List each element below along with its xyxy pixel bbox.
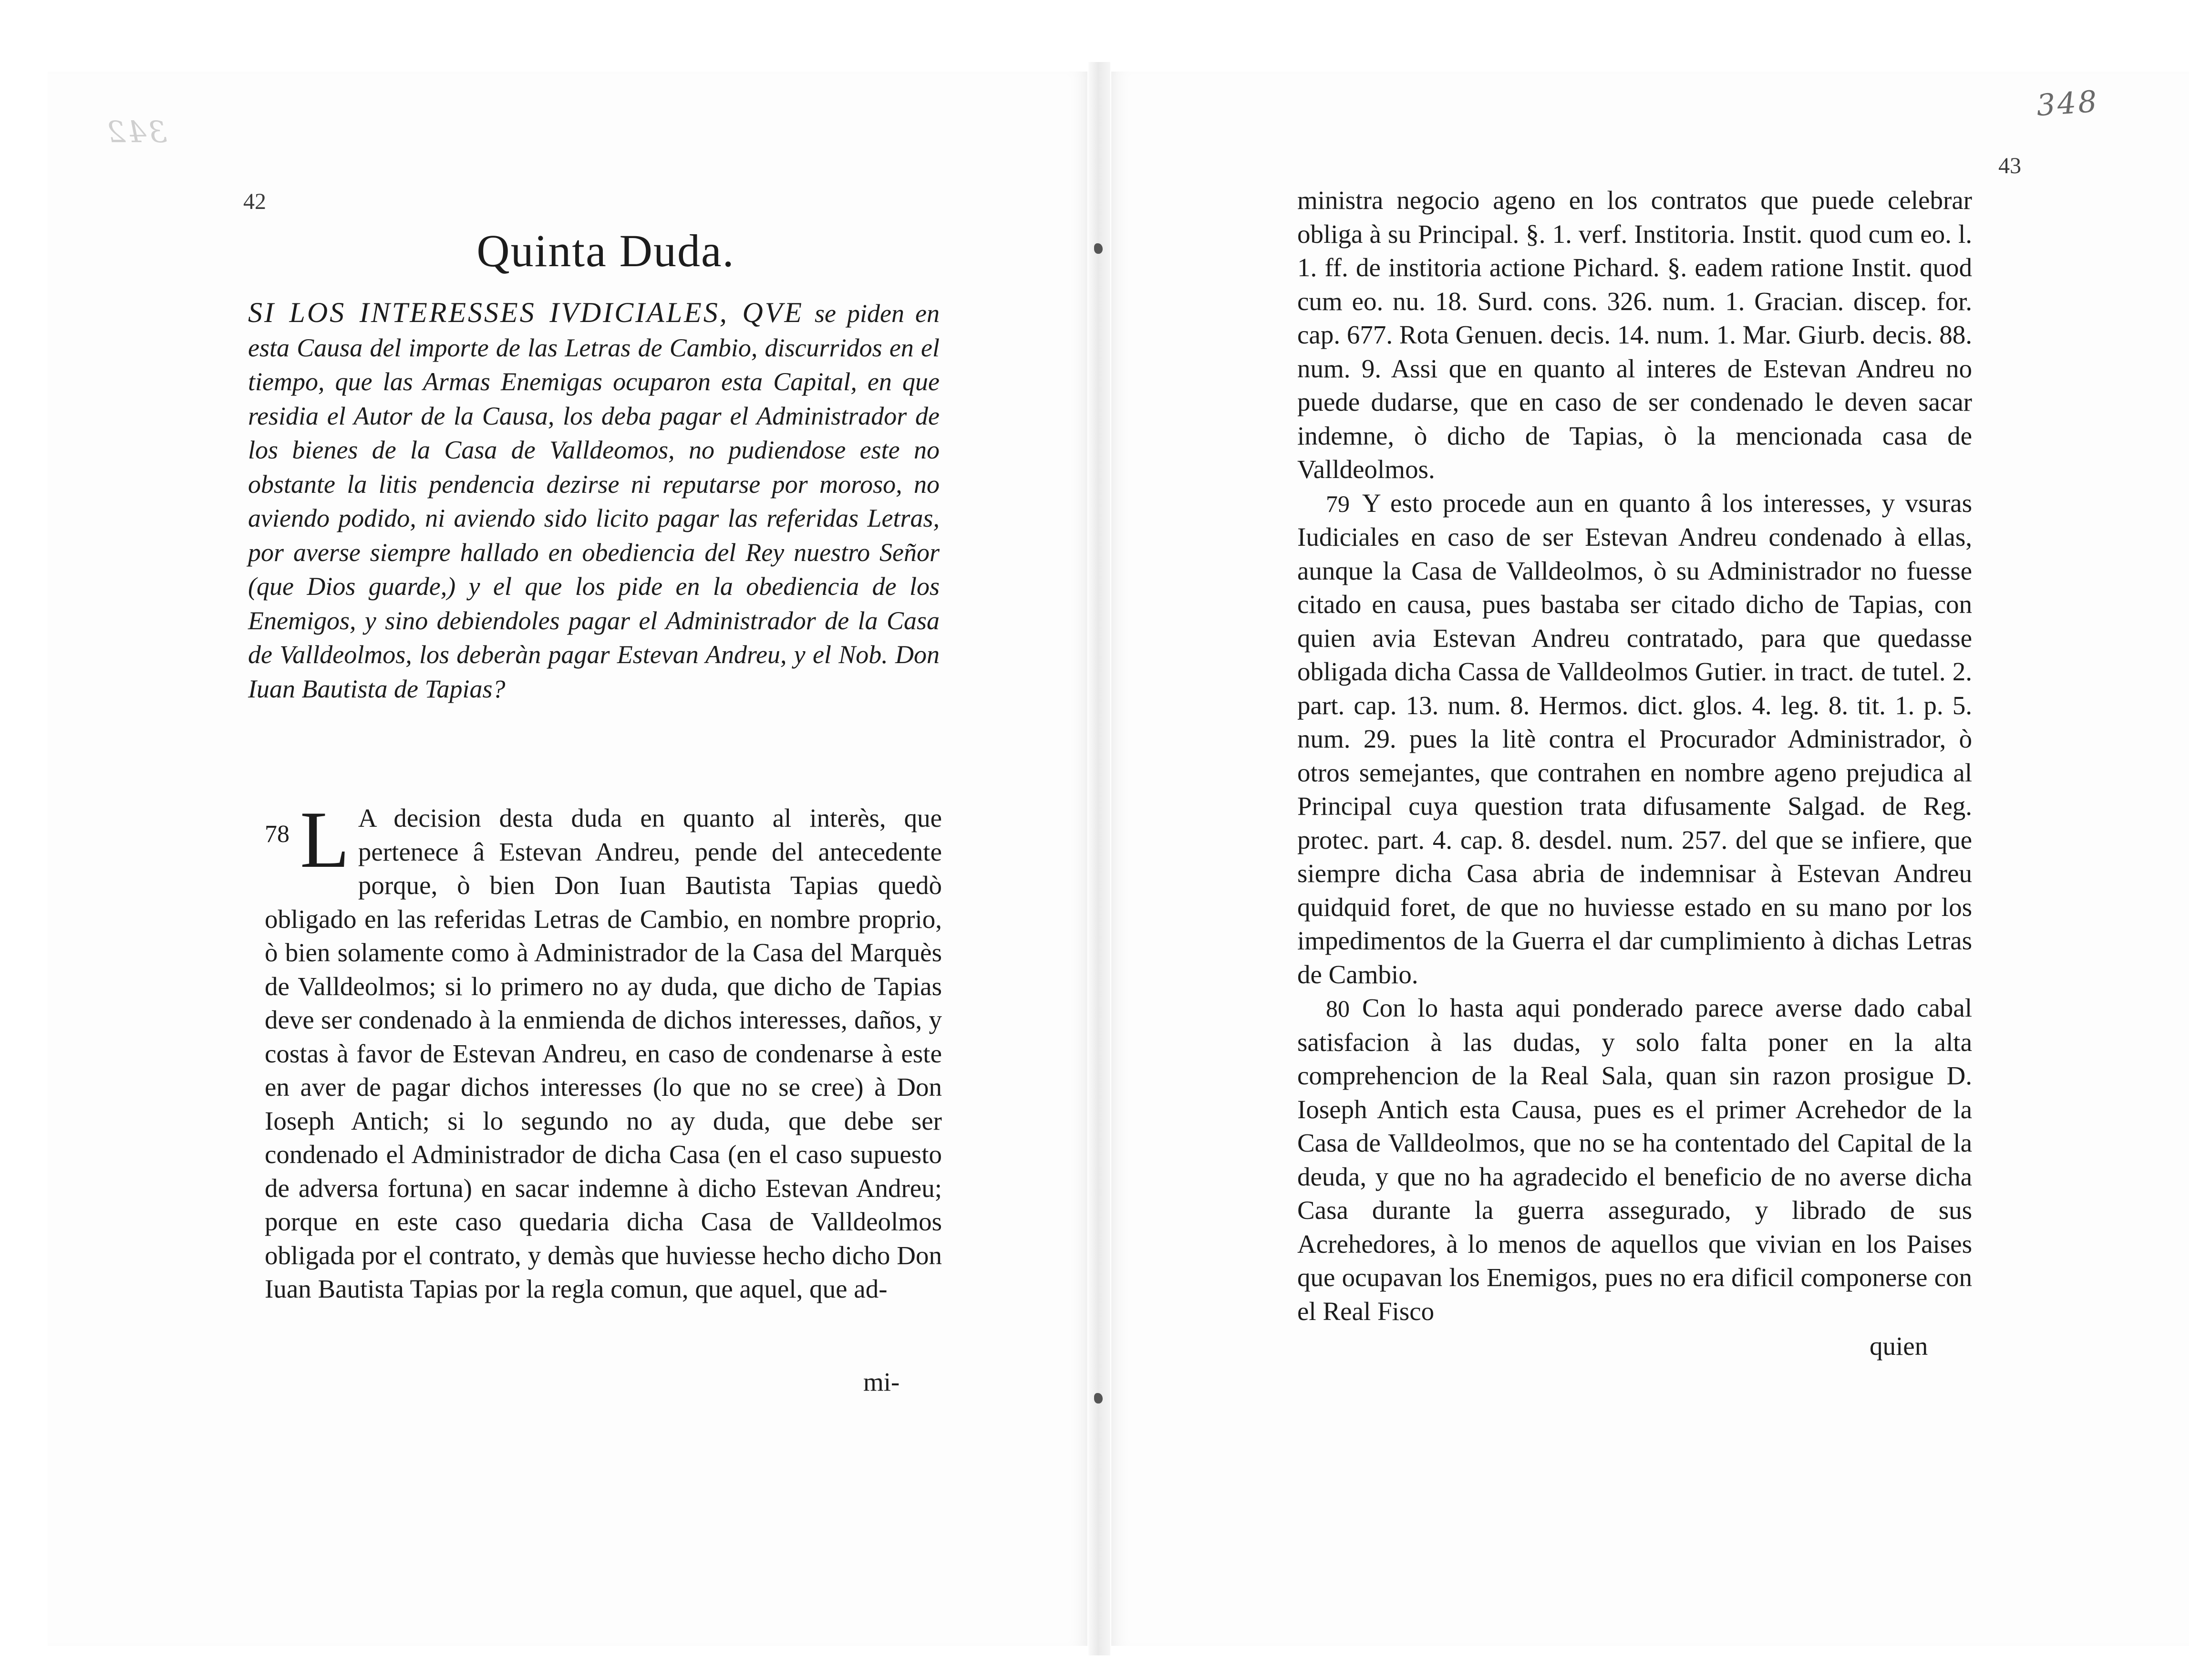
paragraph-number: 79 bbox=[1326, 490, 1350, 517]
paragraph-continuation: ministra negocio ageno en los contratos que puede celebrar obliga à su Principal. §. 1. verf. Institoria. Instit. quod cum eo. l. 1. ff. de institoria actione Pichard. §. eadem ratione Instit. quod cum eo. nu. 18. Surd. cons. 326. num. 1. Gracian. discep. for. cap. 677. Rota Genuen. decis. 14. num. 1. Mar. Giurb. decis. 88. num. 9. Assi que en quanto al interes de Estevan Andreu no puede dudarse, que en caso de ser condenado le deven sacar indemne, ò dicho de Tapias, ò la mencionada casa de Valldeolmos. bbox=[1297, 186, 1972, 484]
right-catchword: quien bbox=[1870, 1331, 1928, 1361]
paragraph-number: 80 bbox=[1326, 995, 1350, 1022]
faded-folio-number: 342 bbox=[105, 114, 167, 149]
left-catchword: mi- bbox=[863, 1367, 900, 1396]
question-lead: SI LOS INTERESSES IVDICIALES, QVE bbox=[248, 297, 804, 328]
handwritten-folio-number: 348 bbox=[2035, 83, 2100, 123]
question-block bbox=[248, 296, 940, 706]
section-heading: Quinta Duda. bbox=[476, 225, 735, 276]
paragraph-text: Con lo hasta aqui ponderado parece averse dado cabal satisfacion à las dudas, y solo falta poner en la alta comprehencion de la Real Sala, quan sin razon prosigue D. Ioseph Antich esta Causa, pues es el primer Acrehedor de la Casa de Valldeolmos, que no se ha contentado del Capital de la deuda, y que no ha agradecido el beneficio de no averse dicha Casa durante la guerra assegurado, y librado de sus Acrehedores, à lo menos de aquellos que vivian en los Paises que ocupavan los Enemigos, pues no era dificil componerse con el Real Fisco bbox=[1297, 993, 1972, 1326]
binding-thread-mark bbox=[1094, 243, 1103, 254]
paragraph-text: A decision desta duda en quanto al interès, que pertenece â Estevan Andreu, pende del antecedente porque, ò bien Don Iuan Bautista Tapias quedò obligado en las referidas Letras de Cambio, en nombre proprio, ò bien solamente como à Administrador de la Casa del Marquès de Valldeolmos; si lo primero no ay duda, que dicho de Tapias deve ser condenado à la enmienda de dichos interesses, daños, y costas à favor de Estevan Andreu, en caso de condenarse à este en aver de pagar dichos interesses (lo que no se cree) à Don Ioseph Antich; si lo segundo no ay duda, que debe ser condenado el Administrador de dicha Casa (en el caso supuesto de adversa fortuna) en sacar indemne à dicho Estevan Andreu; porque en este caso quedaria dicha Casa de Valldeolmos obligada por el contrato, y demàs que huviesse hecho dicho Don Iuan Bautista Tapias por la regla comun, que aquel, que ad- bbox=[265, 803, 942, 1303]
drop-cap: L bbox=[300, 795, 350, 884]
paragraph-79 bbox=[1297, 487, 1972, 992]
paragraph-78 bbox=[265, 795, 942, 1306]
question-body: se piden en esta Causa del importe de las Letras de Cambio, discurridos en el tiempo, que las Armas Enemigas ocuparon esta Capital, en que residia el Autor de la Causa, los deba pagar el Administrador de los bienes de la Casa de Valldeomos, no pudiendose este no obstante la litis pendencia dezirse ni reputarse por moroso, no aviendo podido, ni aviendo sido licito pagar las referidas Letras, por averse siempre hallado en obediencia del Rey nuestro Señor (que Dios guarde,) y el que los pide en la obediencia de los Enemigos, y sino debiendoles pagar el Administrador de la Casa de Valldeolmos, los deberàn pagar Estevan Andreu, y el Nob. Don Iuan Bautista de Tapias? bbox=[248, 299, 940, 703]
right-page-text bbox=[1297, 184, 1972, 1328]
right-page-number: 43 bbox=[1998, 153, 2021, 178]
paragraph-number: 78 bbox=[265, 821, 289, 848]
book-gutter bbox=[1088, 62, 1110, 1655]
paragraph-80 bbox=[1297, 991, 1972, 1328]
binding-thread-mark bbox=[1094, 1393, 1103, 1404]
paragraph-text: Y esto procede aun en quanto â los interesses, y vsuras Iudiciales en caso de ser Estevan Andreu condenado à ellas, aunque la Casa de Valldeolmos, ò su Administrador no fuesse citado en causa, pues bastaba ser citado dicho de Tapias, con quien avia Estevan Andreu contratado, para que quedasse obligada dicha Cassa de Valldeolmos Gutier. in tract. de tutel. 2. part. cap. 13. num. 8. Hermos. dict. glos. 4. leg. 8. tit. 1. p. 5. num. 29. pues la litè contra el Procurador Administrador, ò otros semejantes, que contrahen en nombre ageno prejudica al Principal cuya question trata difusamente Salgad. de Reg. protec. part. 4. cap. 8. desdel. num. 257. del que se infiere, que siempre dicha Casa abria de indemnisar à Estevan Andreu quidquid foret, de que no huviesse estado en su mano por los impedimentos de la Guerra el dar cumplimiento à dichas Letras de Cambio. bbox=[1297, 488, 1972, 989]
left-page-number: 42 bbox=[243, 189, 266, 214]
